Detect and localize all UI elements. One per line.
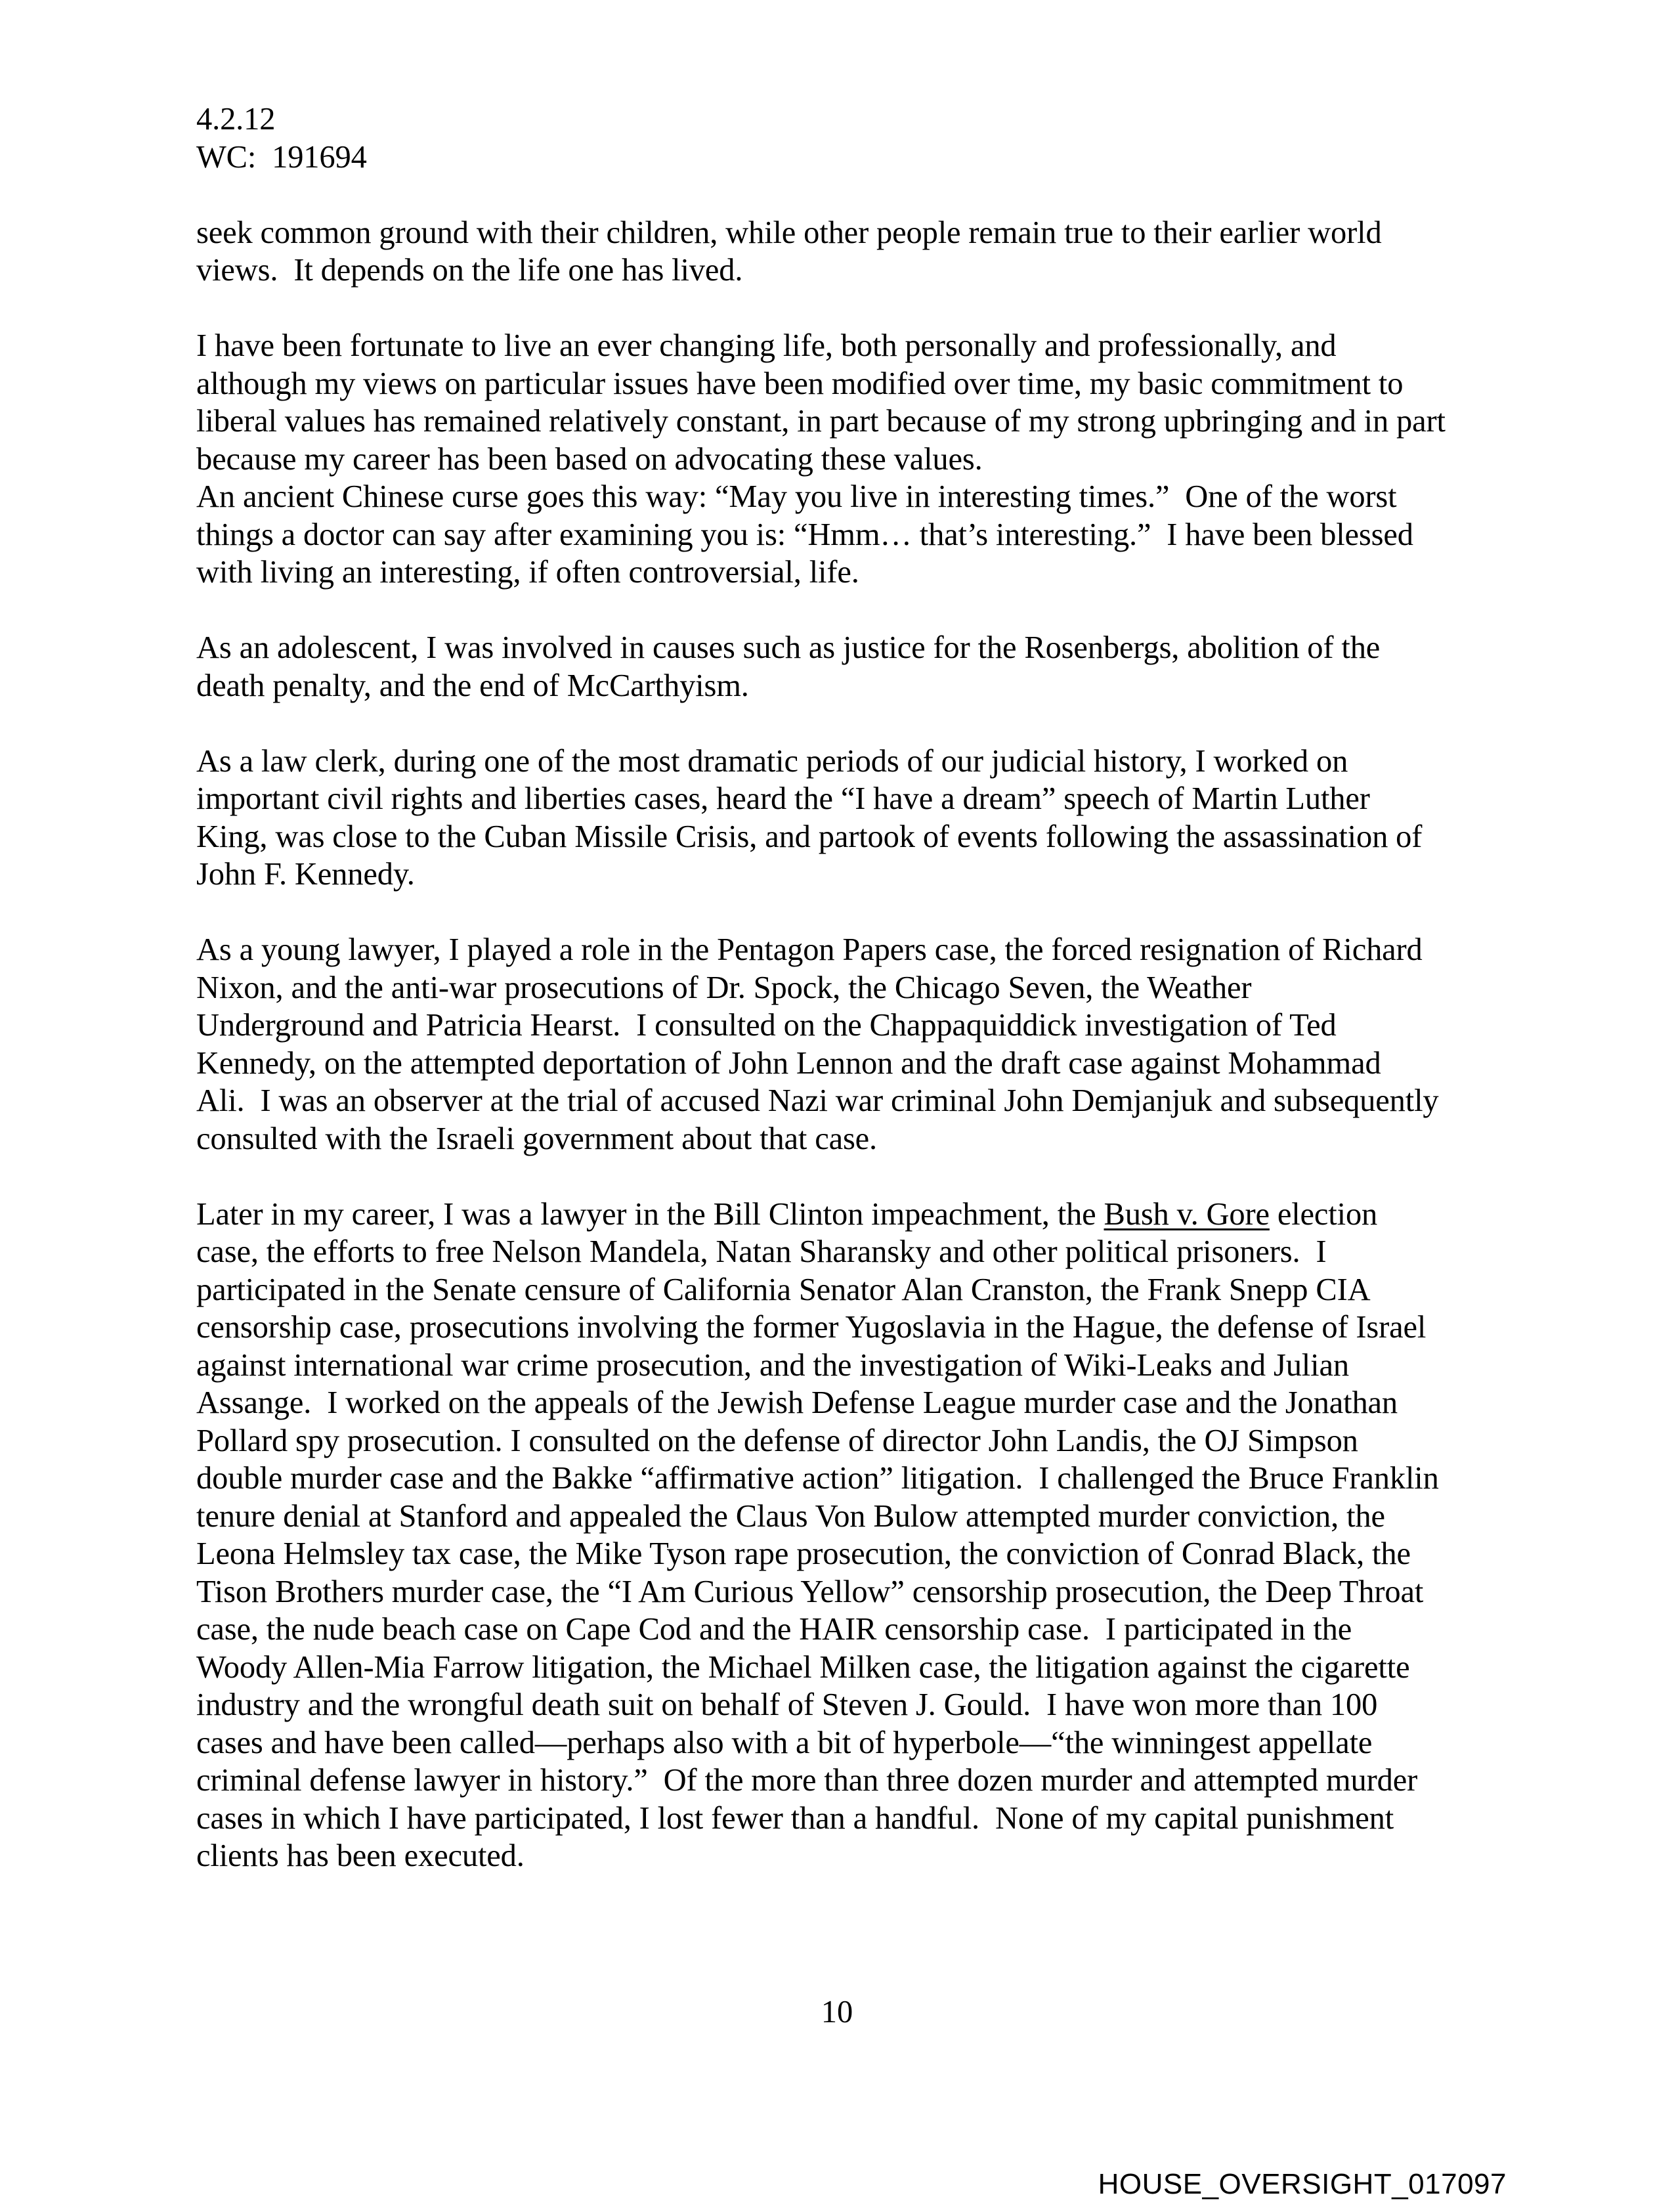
text-line: Pollard spy prosecution. I consulted on the defense of director John Landis, the OJ Simpson	[196, 1423, 1358, 1458]
text-line: liberal values has remained relatively constant, in part because of my strong upbringing and in part	[196, 404, 1446, 439]
paragraph-young-lawyer	[196, 931, 1509, 1158]
text-line: John F. Kennedy.	[196, 857, 415, 892]
text-line: I have been fortunate to live an ever changing life, both personally and professionally, and	[196, 328, 1337, 363]
text-line: As a young lawyer, I played a role in the Pentagon Papers case, the forced resignation of Richard	[196, 932, 1423, 967]
text-line: seek common ground with their children, while other people remain true to their earlier world	[196, 215, 1382, 250]
text-line: case, the efforts to free Nelson Mandela, Natan Sharansky and other political prisoners. I	[196, 1234, 1327, 1269]
text-line: censorship case, prosecutions involving the former Yugoslavia in the Hague, the defense of Israel	[196, 1310, 1427, 1345]
bates-stamp: HOUSE_OVERSIGHT_017097	[1098, 2168, 1507, 2200]
text-line: death penalty, and the end of McCarthyism.	[196, 668, 749, 703]
case-citation-bush-v-gore: Bush v. Gore	[1104, 1196, 1270, 1232]
spacer	[196, 176, 1509, 214]
spacer	[196, 894, 1509, 932]
page-number: 10	[821, 1995, 853, 2029]
text-segment: Later in my career, I was a lawyer in the Bill Clinton impeachment, the	[196, 1196, 1104, 1232]
paragraph-law-clerk	[196, 743, 1509, 894]
text-line: views. It depends on the life one has lived.	[196, 253, 743, 288]
text-line: Woody Allen-Mia Farrow litigation, the Michael Milken case, the litigation against the cigarette	[196, 1649, 1410, 1685]
text-line: tenure denial at Stanford and appealed the Claus Von Bulow attempted murder conviction, the	[196, 1498, 1385, 1534]
text-line: consulted with the Israeli government about that case.	[196, 1121, 878, 1156]
text-line	[196, 1196, 1509, 1234]
text-segment: election	[1269, 1196, 1378, 1232]
text-line: important civil rights and liberties cases, heard the “I have a dream” speech of Martin Luther	[196, 781, 1370, 816]
text-line: participated in the Senate censure of California Senator Alan Cranston, the Frank Snepp CIA	[196, 1272, 1371, 1307]
text-line: against international war crime prosecution, and the investigation of Wiki-Leaks and Julian	[196, 1347, 1349, 1383]
text-line: case, the nude beach case on Cape Cod and the HAIR censorship case. I participated in the	[196, 1612, 1352, 1647]
text-line: An ancient Chinese curse goes this way: “May you live in interesting times.” One of the worst	[196, 479, 1397, 514]
text-line: because my career has been based on advocating these values.	[196, 441, 983, 477]
text-line: Tison Brothers murder case, the “I Am Curious Yellow” censorship prosecution, the Deep Throat	[196, 1574, 1424, 1609]
paragraph-life-lived	[196, 214, 1509, 290]
text-line: cases and have been called—perhaps also with a bit of hyperbole—“the winningest appellate	[196, 1725, 1373, 1760]
paragraph-adolescent	[196, 629, 1509, 705]
text-line: cases in which I have participated, I lost fewer than a handful. None of my capital punishment	[196, 1800, 1394, 1836]
text-line: King, was close to the Cuban Missile Crisis, and partook of events following the assassination of	[196, 819, 1423, 854]
text-line: double murder case and the Bakke “affirmative action” litigation. I challenged the Bruce Franklin	[196, 1461, 1439, 1496]
text-line: things a doctor can say after examining you is: “Hmm… that’s interesting.” I have been blessed	[196, 517, 1413, 552]
spacer	[196, 705, 1509, 743]
text-line: industry and the wrongful death suit on behalf of Steven J. Gould. I have won more than 100	[196, 1687, 1378, 1722]
text-line: Nixon, and the anti-war prosecutions of Dr. Spock, the Chicago Seven, the Weather	[196, 970, 1252, 1005]
spacer	[196, 1158, 1509, 1196]
paragraph-chinese-curse	[196, 478, 1509, 592]
text-line: criminal defense lawyer in history.” Of the more than three dozen murder and attempted murder	[196, 1763, 1418, 1798]
spacer	[196, 290, 1509, 328]
text-line: Kennedy, on the attempted deportation of John Lennon and the draft case against Mohammad	[196, 1045, 1381, 1081]
text-line: As an adolescent, I was involved in causes such as justice for the Rosenbergs, abolition of the	[196, 630, 1381, 665]
header-word-count: WC: 191694	[196, 139, 367, 175]
paragraph-later-career	[196, 1196, 1509, 1875]
text-line: Underground and Patricia Hearst. I consulted on the Chappaquiddick investigation of Ted	[196, 1008, 1337, 1043]
text-line: As a law clerk, during one of the most dramatic periods of our judicial history, I worked on	[196, 743, 1348, 779]
text-line: Assange. I worked on the appeals of the Jewish Defense League murder case and the Jonathan	[196, 1385, 1398, 1420]
text-flow	[196, 100, 1509, 1875]
text-line: with living an interesting, if often controversial, life.	[196, 555, 859, 590]
text-line: Ali. I was an observer at the trial of accused Nazi war criminal John Demjanjuk and subsequently	[196, 1083, 1439, 1118]
header-date: 4.2.12	[196, 102, 276, 137]
text-line: Leona Helmsley tax case, the Mike Tyson rape prosecution, the conviction of Conrad Black, the	[196, 1536, 1411, 1571]
spacer	[196, 592, 1509, 630]
text-line: although my views on particular issues have been modified over time, my basic commitment to	[196, 366, 1404, 401]
paragraph-fortunate	[196, 327, 1509, 478]
text-line: clients has been executed.	[196, 1838, 525, 1873]
